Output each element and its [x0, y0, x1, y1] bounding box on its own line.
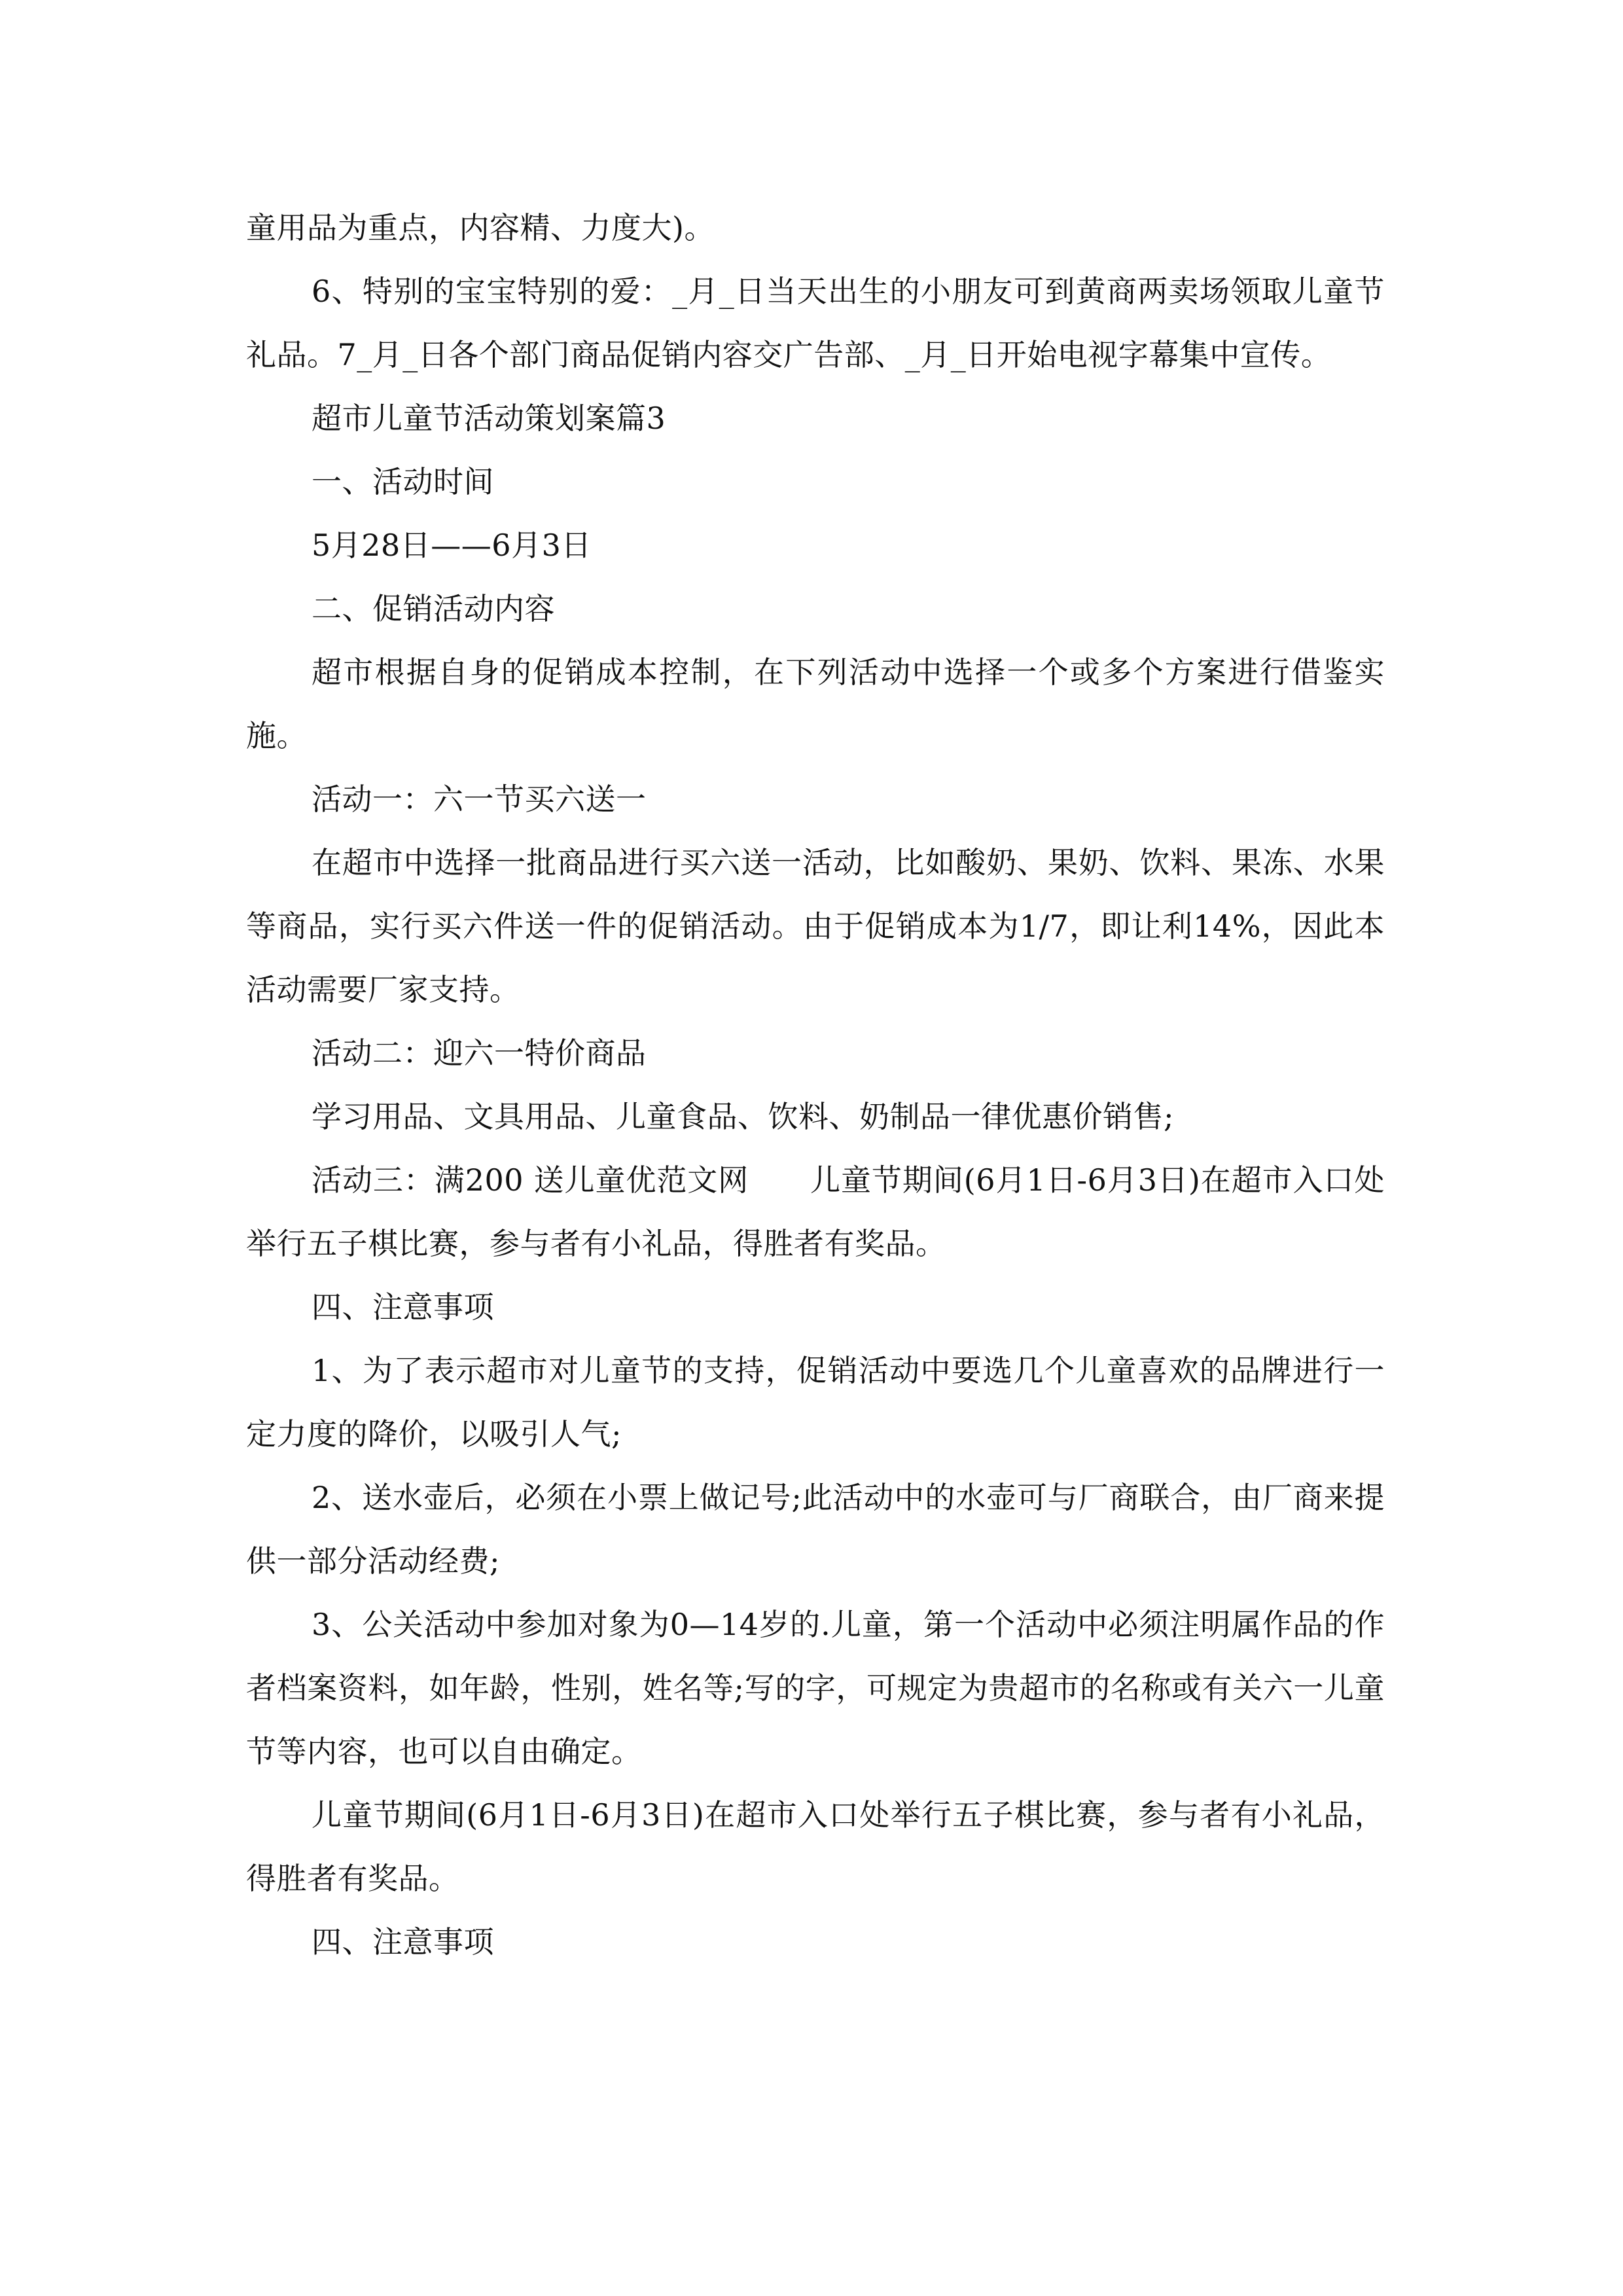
- heading-activity-two: 活动二：迎六一特价商品: [312, 1035, 647, 1071]
- paragraph-date-range: 5月28日——6月3日: [312, 528, 592, 563]
- paragraph-activity-three: 活动三：满200 送儿童优范文网 儿童节期间(6月1日-6月3日)在超市入口处举行五子棋比赛，参与者有小礼品，得胜者有奖品。: [246, 1162, 1385, 1261]
- paragraph-activity-two: 学习用品、文具用品、儿童食品、饮料、奶制品一律优惠价销售;: [312, 1099, 1174, 1134]
- section-title-plan-3: 超市儿童节活动策划案篇3: [312, 401, 666, 436]
- heading-notes: 四、注意事项: [312, 1289, 494, 1325]
- paragraph-note-2: 2、送水壶后，必须在小票上做记号;此活动中的水壶可与厂商联合，由厂商来提供一部分活动经费;: [246, 1480, 1385, 1579]
- paragraph-activity-one: 在超市中选择一批商品进行买六送一活动，比如酸奶、果奶、饮料、果冻、水果等商品，实行买六件送一件的促销活动。由于促销成本为1/7，即让利14%，因此本活动需要厂家支持。: [246, 845, 1385, 1007]
- heading-activity-time: 一、活动时间: [312, 464, 494, 499]
- heading-promotion-content: 二、促销活动内容: [312, 591, 555, 626]
- paragraph-gomoku-contest: 儿童节期间(6月1日-6月3日)在超市入口处举行五子棋比赛，参与者有小礼品，得胜者有奖品。: [246, 1797, 1385, 1896]
- heading-activity-one: 活动一：六一节买六送一: [312, 781, 647, 817]
- paragraph-note-1: 1、为了表示超市对儿童节的支持，促销活动中要选几个儿童喜欢的品牌进行一定力度的降价，以吸引人气;: [246, 1353, 1385, 1452]
- paragraph-item-6: 6、特别的宝宝特别的爱：_月_日当天出生的小朋友可到黄商两卖场领取儿童节礼品。7_月_日各个部门商品促销内容交广告部、_月_日开始电视字幕集中宣传。: [246, 274, 1385, 372]
- document-body: [246, 196, 1385, 1974]
- paragraph-note-3: 3、公关活动中参加对象为0—14岁的.儿童，第一个活动中必须注明属作品的作者档案资料，如年龄，性别，姓名等;写的字，可规定为贵超市的名称或有关六一儿童节等内容，也可以自由确定。: [246, 1607, 1385, 1769]
- paragraph-promotion-intro: 超市根据自身的促销成本控制，在下列活动中选择一个或多个方案进行借鉴实施。: [246, 655, 1385, 753]
- paragraph-continuation: 童用品为重点，内容精、力度大)。: [246, 210, 715, 245]
- heading-notes-repeat: 四、注意事项: [312, 1924, 494, 1960]
